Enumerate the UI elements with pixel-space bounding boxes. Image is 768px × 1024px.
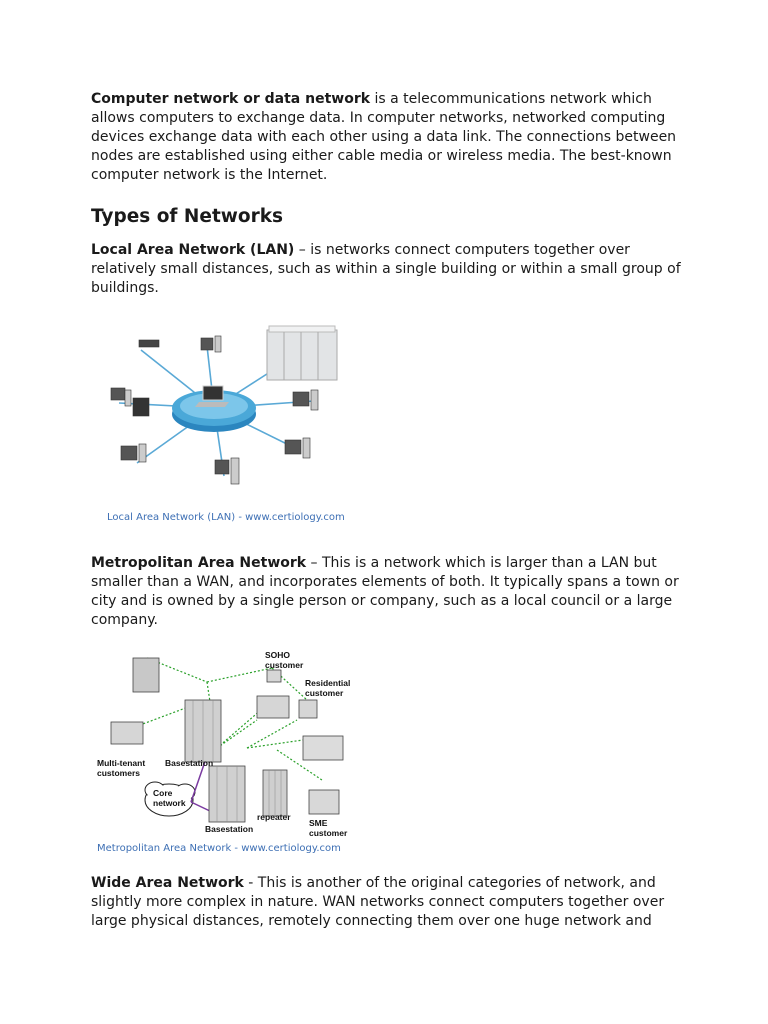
lan-term: Local Area Network (LAN) [91,242,295,258]
computer-icon [121,446,137,460]
multi-tenant-label: Multi-tenant [97,758,146,768]
man-figure [97,640,691,862]
man-diagram [97,640,373,862]
man-text: – This is a network which is larger than a LAN but smaller than a WAN, and incorporates elements of both. It typically spans a town or city and is owned by a single person or company, such as a local council or a large company. [91,555,679,628]
sme-label-2: customer [309,828,348,838]
intro-paragraph [91,90,691,185]
residential-house-icon [299,700,317,718]
man-term: Metropolitan Area Network [91,555,307,571]
document-page [91,90,691,931]
computer-icon [201,338,213,350]
computer-icon [215,460,229,474]
scanner-icon [139,340,159,347]
multi-tenant-building-icon [111,722,143,744]
building-icon [303,736,343,760]
computer-icon [293,392,309,406]
lan-caption: Local Area Network (LAN) - www.certiology.com [107,512,345,523]
man-paragraph [91,554,691,630]
sme-building-icon [309,790,339,814]
intro-term: Computer network or data network [91,91,371,107]
soho-label-2: customer [265,660,304,670]
laptop-icon [133,398,149,416]
residential-label: Residential [305,678,351,688]
building-icon [133,658,159,692]
repeater-label: repeater [257,812,291,822]
sme-label: SME [309,818,328,828]
intro-text: is a telecommunications network which allows computers to exchange data. In computer networks, networked computing devices exchange data with each other using a data link. The connections between nodes are established using either cable media or wireless media. The best-known computer network is the Internet. [91,91,677,183]
lan-paragraph [91,241,691,298]
lan-diagram [89,318,361,540]
server-rack-icon [267,326,337,380]
section-heading: Types of Networks [91,206,284,227]
soho-label: SOHO [265,650,291,660]
man-caption: Metropolitan Area Network - www.certiology.com [97,843,341,854]
wan-term: Wide Area Network [91,875,244,891]
wan-paragraph [91,874,691,931]
core-label: Core [153,788,173,798]
basestation-label-2: Basestation [205,824,254,834]
soho-house-icon [257,696,289,718]
computer-icon [111,388,125,400]
basestation-label-1: Basestation [165,758,214,768]
multi-tenant-label-2: customers [97,768,140,778]
lan-figure [89,318,691,540]
lan-text: – is networks connect computers together over relatively small distances, such as within a single building or within a small group of buildings. [91,242,681,296]
computer-icon [285,440,301,454]
residential-label-2: customer [305,688,344,698]
core-label-2: network [153,798,186,808]
wan-text: - This is another of the original categories of network, and slightly more complex in nature. WAN networks connect computers together over large physical distances, remotely connecting them over one huge network and [91,875,665,929]
